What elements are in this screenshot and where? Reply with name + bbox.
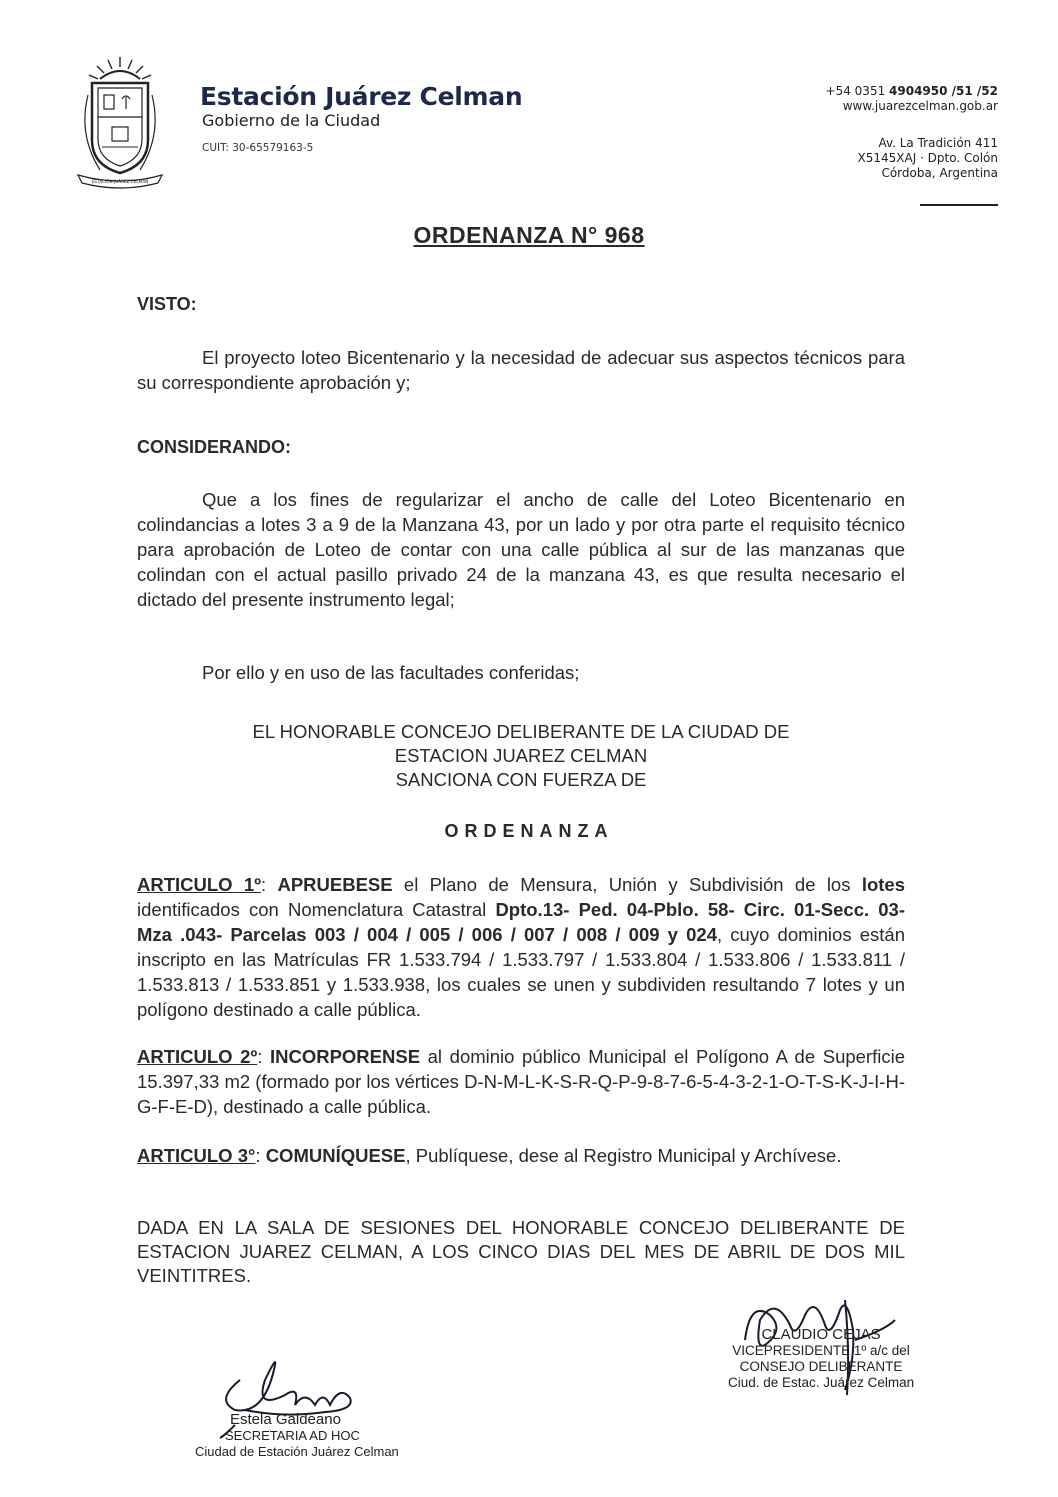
signer-left-title-1: SECRETARIA AD HOC <box>225 1428 360 1443</box>
org-subtitle: Gobierno de la Ciudad <box>202 111 381 130</box>
signer-left-title-2: Ciudad de Estación Juárez Celman <box>195 1444 399 1459</box>
article-2: ARTICULO 2º: INCORPORENSE al dominio público Municipal el Polígono A de Superficie 15.397,33 m2 (formado por los vértices D-N-M-L-K-S-R-Q-P-9-8-7-6-5-4-3-2-1-O-T-S-K-J-I-H-G-F-E-D), destinado a calle pública. <box>137 1046 905 1117</box>
header-divider <box>920 204 998 206</box>
signature-left-block <box>195 1412 399 1460</box>
article-1-cadastral: Dpto.13- Ped. 04-Pblo. 58- Circ. 01-Secc. 03- Mza .043- Parcelas 003 / 004 / 005 / 006 / 007 / 008 / 009 y 024 <box>137 899 906 945</box>
article-1-text-a: el Plano de Mensura, Unión y Subdivisión de los <box>392 874 862 895</box>
article-1-text-b: identificados con Nomenclatura Catastral <box>137 899 496 920</box>
address-block <box>858 136 999 181</box>
phone-number <box>826 84 998 99</box>
signer-left-name: Estela Galdeano <box>230 1411 341 1428</box>
website-link[interactable]: www.juarezcelman.gob.ar <box>842 99 998 113</box>
address-line-3: Córdoba, Argentina <box>881 166 998 180</box>
article-2-text: al dominio público Municipal el Polígono A de Superficie 15.397,33 m2 (formado por los vértices D-N-M-L-K-S-R-Q-P-9-8-7-6-5-4-3-2-1-O-T-S-K-J-I-H-G-F-E-D), destinado a calle pública. <box>137 1046 905 1117</box>
por-ello-line: Por ello y en uso de las facultades conferidas; <box>202 662 580 683</box>
considerando-heading: CONSIDERANDO: <box>137 437 292 457</box>
signer-right-title-3: Ciud. de Estac. Juárez Celman <box>728 1375 915 1390</box>
phone-main: 4904950 /51 /52 <box>889 84 998 98</box>
council-line-3: SANCIONA CON FUERZA DE <box>395 769 647 790</box>
article-2-label: ARTICULO 2º <box>137 1046 258 1067</box>
article-1: ARTICULO 1º: APRUEBESE el Plano de Mensura, Unión y Subdivisión de los lotes identificados con Nomenclatura Catastral Dpto.13- Ped. 04-Pblo. 58- Circ. 01-Secc. 03- Mza .043- Parcelas 003 / 004 / 005 / 006 / 007 / 008 / 009 y 024, cuyo dominios están inscripto en las Matrículas FR 1.533.794 / 1.533.797 / 1.533.804 / 1.533.806 / 1.533.811 / 1.533.813 / 1.533.851 y 1.533.938, los cuales se unen y subdividen resultando 7 lotes y un polígono destinado a calle pública. <box>137 874 906 1020</box>
article-2-verb: INCORPORENSE <box>269 1046 421 1067</box>
article-1-text-c: , cuyo dominios están inscripto en las Matrículas FR 1.533.794 / 1.533.797 / 1.533.804 / 1.533.806 / 1.533.811 / 1.533.813 / 1.533.851 y 1.533.938, los cuales se unen y subdividen resultando 7 lotes y un polígono destinado a calle pública. <box>137 924 905 1020</box>
org-cuit: CUIT: 30-65579163-5 <box>202 142 314 154</box>
org-name: Estación Juárez Celman <box>200 82 523 111</box>
signer-right-name: CLAUDIO CEJAS <box>761 1326 881 1343</box>
phone-prefix: +54 0351 <box>825 84 890 98</box>
dada-paragraph: DADA EN LA SALA DE SESIONES DEL HONORABLE CONCEJO DELIBERANTE DE ESTACION JUAREZ CELMAN, A LOS CINCO DIAS DEL MES DE ABRIL DE DOS MIL VEINTITRES. <box>137 1217 905 1286</box>
article-1-lotes: lotes <box>861 874 905 895</box>
council-line-1: EL HONORABLE CONCEJO DELIBERANTE DE LA CIUDAD DE <box>252 721 790 742</box>
ordenanza-heading: ORDENANZA <box>444 821 614 841</box>
council-line-2: ESTACION JUAREZ CELMAN <box>394 745 648 766</box>
visto-paragraph: El proyecto loteo Bicentenario y la necesidad de adecuar sus aspectos técnicos para su correspondiente aprobación y; <box>137 347 905 393</box>
article-3: ARTICULO 3°: COMUNÍQUESE, Publíquese, dese al Registro Municipal y Archívese. <box>137 1145 842 1166</box>
address-line-2: X5145XAJ · Dpto. Colón <box>857 151 998 165</box>
city-coat-of-arms-logo <box>70 55 170 190</box>
signer-right-title-1: VICEPRESIDENTE 1º a/c del <box>732 1343 910 1358</box>
council-block <box>137 720 905 792</box>
contact-block <box>826 84 998 114</box>
article-3-label: ARTICULO 3° <box>137 1145 256 1166</box>
article-1-verb: APRUEBESE <box>277 874 393 895</box>
visto-heading: VISTO: <box>137 294 197 314</box>
article-3-verb: COMUNÍQUESE <box>265 1145 406 1166</box>
article-1-label: ARTICULO 1º <box>137 874 261 895</box>
svg-text:ESTACIÓN JUÁREZ CELMAN: ESTACIÓN JUÁREZ CELMAN <box>91 179 149 184</box>
considerando-paragraph: Que a los fines de regularizar el ancho de calle del Loteo Bicentenario en colindancias a lotes 3 a 9 de la Manzana 43, por un lado y por otra parte el requisito técnico para aprobación de Loteo de contar con una calle pública al sur de las manzanas que colindan con el actual pasillo privado 24 de la manzana 43, es que resulta necesario el dictado del presente instrumento legal; <box>137 489 905 610</box>
address-line-1: Av. La Tradición 411 <box>878 136 998 150</box>
document-title: ORDENANZA N° 968 <box>413 222 645 248</box>
signer-right-title-2: CONSEJO DELIBERANTE <box>739 1359 903 1374</box>
article-3-text: , Publíquese, dese al Registro Municipal y Archívese. <box>405 1145 842 1166</box>
signature-right-block <box>728 1327 914 1391</box>
